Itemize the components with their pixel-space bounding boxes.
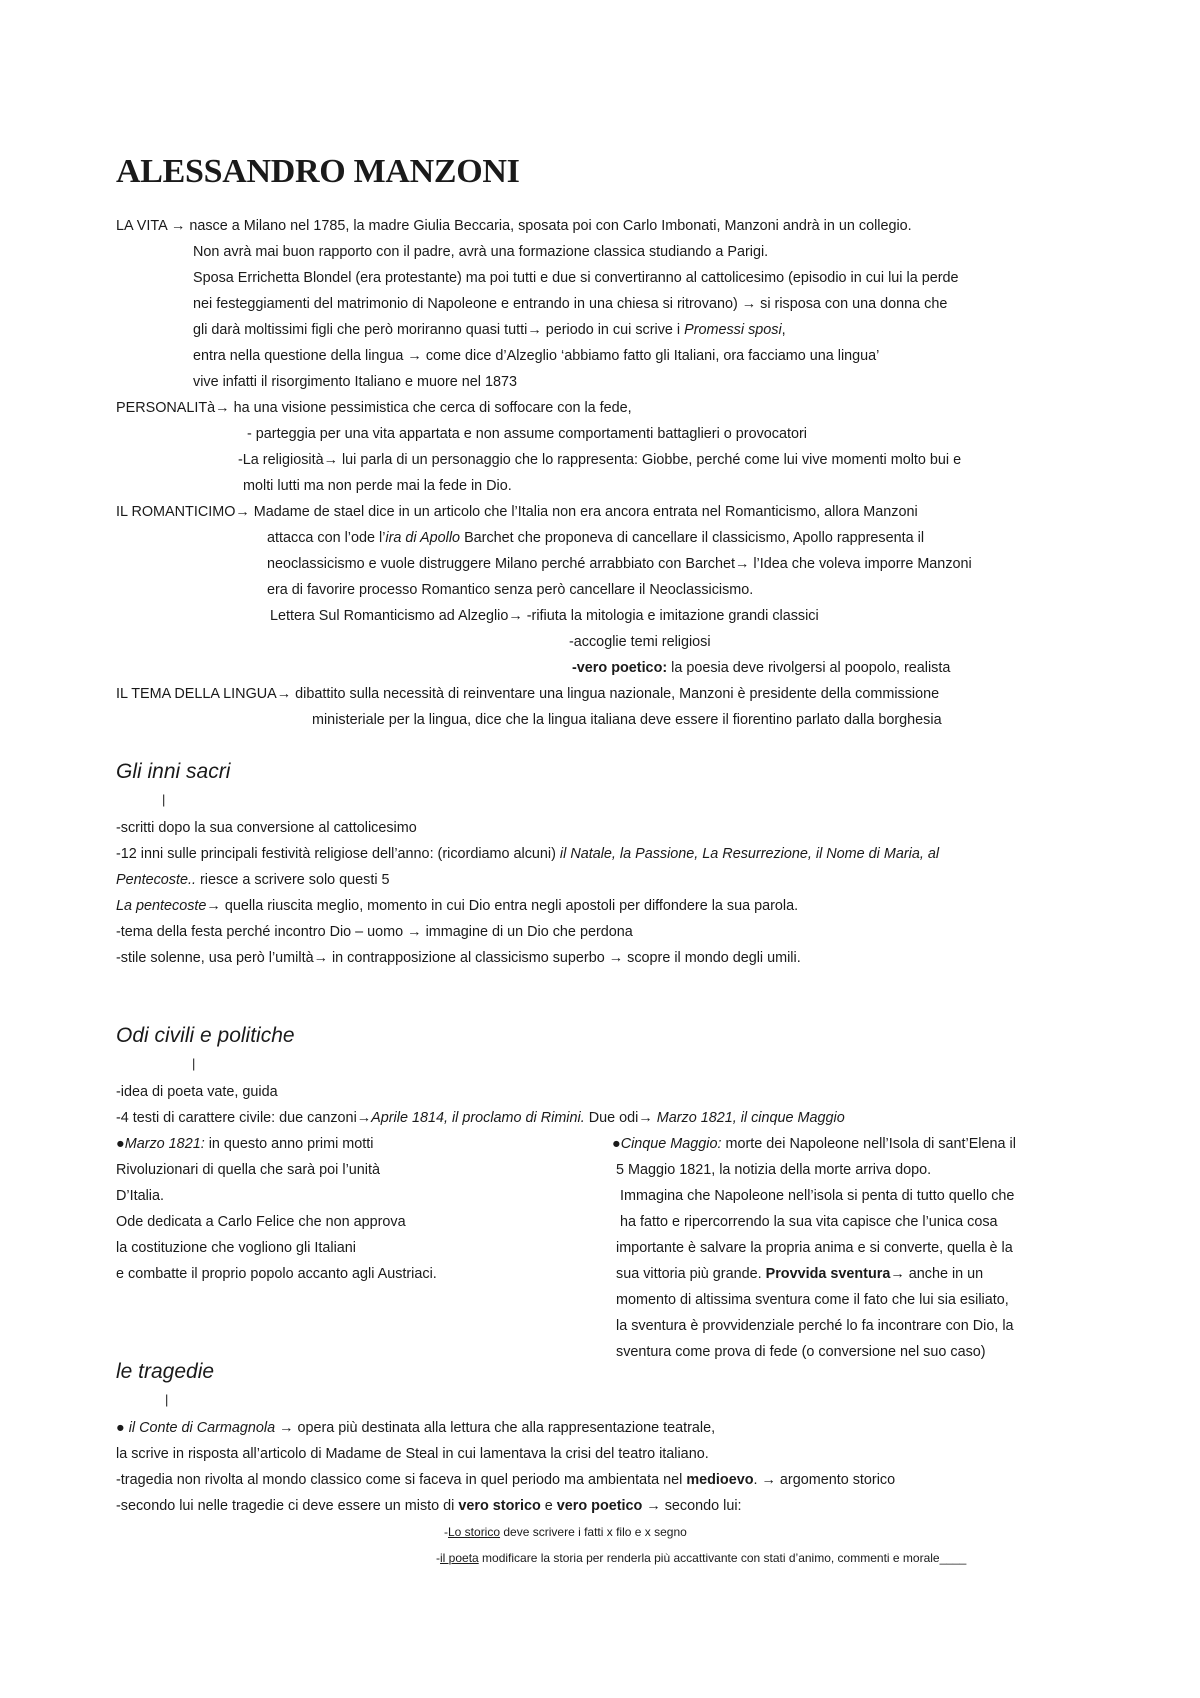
odi-right-line-3: Immagina che Napoleone nell’isola si penta di tutto quello che (620, 1188, 1015, 1204)
odi-left-line-2: Rivoluzionari di quella che sarà poi l’unità (116, 1162, 380, 1178)
page-title: ALESSANDRO MANZONI (116, 153, 520, 190)
arrow-icon: → (608, 950, 624, 966)
arrow-icon: → (279, 1420, 294, 1436)
arrow-icon: → (734, 556, 750, 572)
arrow-icon: → (407, 348, 422, 364)
odi-right-line-2: 5 Maggio 1821, la notizia della morte arriva dopo. (616, 1162, 932, 1178)
bullet-icon: ● (612, 1136, 621, 1152)
arrow-icon: → (638, 1110, 653, 1126)
odi-right-line-6: sua vittoria più grande. Provvida sventura→ anche in un (616, 1266, 984, 1282)
arrow-icon: → (646, 1498, 661, 1514)
vita-label: LA VITA (116, 218, 167, 234)
arrow-icon: → (890, 1266, 905, 1282)
odi-heading: Odi civili e politiche (116, 1024, 295, 1047)
arrow-icon: → (407, 924, 422, 940)
odi-right-line-7: momento di altissima sventura come il fato che lui sia esiliato, (616, 1292, 1009, 1308)
inni-heading: Gli inni sacri (116, 760, 231, 783)
arrow-icon: → (323, 452, 338, 468)
vita-line-4: nei festeggiamenti del matrimonio di Napoleone e entrando in una chiesa si ritrovano) → si risposa con una donna che (193, 296, 948, 312)
odi-left-line-1: ●Marzo 1821: in questo anno primi motti (116, 1136, 374, 1152)
odi-line-2: -4 testi di carattere civile: due canzoni→Aprile 1814, il proclamo di Rimini. Due odi→ Marzo 1821, il cinque Maggio (116, 1110, 845, 1126)
bullet-icon: ● (116, 1420, 125, 1436)
arrow-icon: → (527, 322, 542, 338)
romanticismo-line-3: neoclassicismo e vuole distruggere Milano perché arrabbiato con Barchet→ l’Idea che voleva imporre Manzoni (267, 556, 972, 572)
odi-right-line-1: ●Cinque Maggio: morte dei Napoleone nell’Isola di sant’Elena il (612, 1136, 1016, 1152)
odi-right-line-8: la sventura è provvidenziale perché lo fa incontrare con Dio, la (616, 1318, 1014, 1334)
personalita-label: PERSONALITà (116, 400, 216, 416)
vita-line-7: vive infatti il risorgimento Italiano e muore nel 1873 (193, 374, 517, 390)
vita-line-1: LA VITA → nasce a Milano nel 1785, la madre Giulia Beccaria, sposata poi con Carlo Imbonati, Manzoni andrà in un collegio. (116, 218, 912, 234)
romanticismo-line-1: IL ROMANTICIMO→ Madame de stael dice in un articolo che l’Italia non era ancora entrata nel Romanticismo, allora Manzoni (116, 504, 918, 520)
romanticismo-line-4: era di favorire processo Romantico senza però cancellare il Neoclassicismo. (267, 582, 754, 598)
tragedie-line-1: ● il Conte di Carmagnola → opera più destinata alla lettura che alla rappresentazione teatrale, (116, 1420, 716, 1436)
romanticismo-label: IL ROMANTICIMO (116, 504, 236, 520)
arrow-icon: → (170, 218, 186, 234)
personalita-line-4: molti lutti ma non perde mai la fede in Dio. (243, 478, 512, 494)
bar-mark: | (162, 792, 166, 807)
odi-right-line-5: importante è salvare la propria anima e si converte, quella è la (616, 1240, 1013, 1256)
romanticismo-line-7: -vero poetico: la poesia deve rivolgersi al poopolo, realista (572, 660, 951, 676)
personalita-line-2: - parteggia per una vita appartata e non assume comportamenti battaglieri o provocatori (247, 426, 807, 442)
arrow-icon: → (508, 608, 523, 624)
vita-line-5: gli darà moltissimi figli che però moriranno quasi tutti→ periodo in cui scrive i Promessi sposi, (193, 322, 786, 338)
odi-left-line-5: la costituzione che vogliono gli Italiani (116, 1240, 356, 1256)
arrow-icon: → (206, 898, 221, 914)
inni-line-6: -stile solenne, usa però l’umiltà→ in contrapposizione al classicismo superbo → scopre il mondo degli umili. (116, 950, 801, 966)
arrow-icon: → (741, 296, 757, 312)
arrow-icon: → (356, 1110, 372, 1126)
vita-line-6: entra nella questione della lingua → come dice d’Alzeglio ‘abbiamo fatto gli Italiani, ora facciamo una lingua’ (193, 348, 880, 364)
bar-mark: | (165, 1392, 169, 1407)
romanticismo-line-6: -accoglie temi religiosi (569, 634, 711, 650)
tragedie-line-4: -secondo lui nelle tragedie ci deve essere un misto di vero storico e vero poetico → secondo lui: (116, 1498, 742, 1514)
lingua-line-2: ministeriale per la lingua, dice che la lingua italiana deve essere il fiorentino parlato dalla borghesia (312, 712, 942, 728)
odi-left-line-3: D’Italia. (116, 1188, 164, 1204)
tragedie-heading: le tragedie (116, 1360, 215, 1383)
inni-line-2: -12 inni sulle principali festività religiose dell’anno: (ricordiamo alcuni) il Natale, la Passione, La Resurrezione, il Nome di Maria, al (116, 846, 940, 862)
lingua-label: IL TEMA DELLA LINGUA (116, 686, 277, 702)
odi-right-line-9: sventura come prova di fede (o conversione nel suo caso) (616, 1344, 986, 1360)
romanticismo-line-5: Lettera Sul Romanticismo ad Alzeglio→ -rifiuta la mitologia e imitazione grandi classici (270, 608, 819, 624)
odi-left-line-4: Ode dedicata a Carlo Felice che non approva (116, 1214, 406, 1230)
tragedie-line-5: -Lo storico deve scrivere i fatti x filo e x segno (444, 1525, 687, 1539)
arrow-icon: → (235, 504, 250, 520)
inni-line-1: -scritti dopo la sua conversione al cattolicesimo (116, 820, 417, 836)
odi-right-line-4: ha fatto e ripercorrendo la sua vita capisce che l’unica cosa (620, 1214, 998, 1230)
inni-line-4: La pentecoste→ quella riuscita meglio, momento in cui Dio entra negli apostoli per diffondere la sua parola. (116, 898, 799, 914)
bar-mark: | (192, 1056, 196, 1071)
tragedie-line-6: -il poeta modificare la storia per renderla più accattivante con stati d’animo, commenti e morale____ (436, 1551, 967, 1565)
lingua-line-1: IL TEMA DELLA LINGUA→ dibattito sulla necessità di reinventare una lingua nazionale, Manzoni è presidente della commissione (116, 686, 940, 702)
inni-line-5: -tema della festa perché incontro Dio – uomo → immagine di un Dio che perdona (116, 924, 633, 940)
tragedie-line-2: la scrive in risposta all’articolo di Madame de Steal in cui lamentava la crisi del teatro italiano. (116, 1446, 709, 1462)
vita-line-3: Sposa Errichetta Blondel (era protestante) ma poi tutti e due si convertiranno al cattolicesimo (episodio in cui lui la perde (193, 270, 959, 286)
tragedie-line-3: -tragedia non rivolta al mondo classico come si faceva in quel periodo ma ambientata nel medioevo. → argomento storico (116, 1472, 896, 1488)
arrow-icon: → (276, 686, 292, 702)
odi-left-line-6: e combatte il proprio popolo accanto agli Austriaci. (116, 1266, 437, 1282)
personalita-line-3: -La religiosità→ lui parla di un personaggio che lo rappresenta: Giobbe, perché come lui vive momenti molto bui e (238, 452, 962, 468)
bullet-icon: ● (116, 1136, 125, 1152)
odi-line-1: -idea di poeta vate, guida (116, 1084, 278, 1100)
arrow-icon: → (313, 950, 328, 966)
romanticismo-line-2: attacca con l’ode l’ira di Apollo Barchet che proponeva di cancellare il classicismo, Apollo rappresenta il (267, 530, 925, 546)
arrow-icon: → (761, 1472, 776, 1488)
vita-line-2: Non avrà mai buon rapporto con il padre, avrà una formazione classica studiando a Parigi. (193, 244, 769, 260)
arrow-icon: → (215, 400, 230, 416)
personalita-line-1: PERSONALITà→ ha una visione pessimistica che cerca di soffocare con la fede, (116, 400, 632, 416)
inni-line-3: Pentecoste.. riesce a scrivere solo questi 5 (116, 872, 390, 888)
